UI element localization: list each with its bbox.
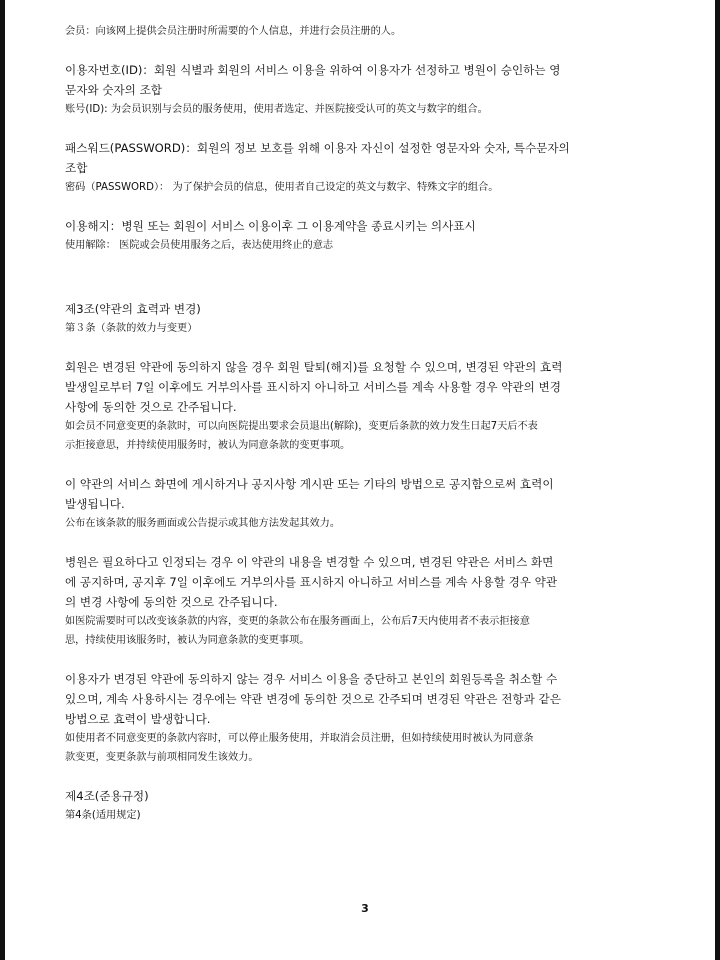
definition-text-kr: 패스워드(PASSWORD)：회원의 정보 보호를 위해 이용자 자신이 설정한 영문자와 숫자, 특수문자의 xyxy=(65,141,570,155)
article-heading-kr: 제3조(약관의 효력과 변경) xyxy=(65,302,201,316)
paragraph-text-kr: 사항에 동의한 것으로 간주됩니다. xyxy=(65,400,237,414)
paragraph-text-zh: 如会员不同意变更的条款时，可以向医院提出要求会员退出(解除)，变更后条款的效力发生日起7天后不表 xyxy=(65,421,538,432)
paragraph-text-kr: 이용자가 변경된 약관에 동의하지 않는 경우 서비스 이용을 중단하고 본인의 회원등록을 취소할 수 xyxy=(65,672,558,686)
paragraph-text-zh: 示拒接意思，并持续使用服务时，被认为同意条款的变更事项。 xyxy=(65,440,351,451)
article-heading-zh: 第３条（条款的效力与变更） xyxy=(65,323,198,334)
paragraph-text-kr: 발생됩니다. xyxy=(65,497,125,511)
paragraph-text-zh: 思，持续使用该服务时，被认为同意条款的变更事项。 xyxy=(65,635,310,646)
paragraph-text-kr: 병원은 필요하다고 인정되는 경우 이 약관의 내용을 변경할 수 있으며, 변경된 약관은 서비스 화면 xyxy=(65,555,554,569)
article-4-heading xyxy=(65,786,663,825)
definition-text-zh: 会员：向该网上提供会员注册时所需要的个人信息，并进行会员注册的人。 xyxy=(65,26,402,37)
paragraph-text-kr: 의 변경 사항에 동의한 것으로 간주됩니다. xyxy=(65,595,278,609)
article-3-heading xyxy=(65,299,663,338)
paragraph-text-kr: 발생일로부터 7일 이후에도 거부의사를 표시하지 아니하고 서비스를 계속 사용할 경우 약관의 변경 xyxy=(65,380,561,394)
definition-password xyxy=(65,138,663,197)
article-heading-zh: 第4条(适用规定) xyxy=(65,810,141,821)
definition-text-kr: 이용자번호(ID)：회원 식별과 회원의 서비스 이용을 위하여 이용자가 선정하고 병원이 승인하는 영 xyxy=(65,63,561,77)
document-body xyxy=(65,22,663,825)
paragraph-text-zh: 款变更，变更条款与前项相同发生该效力。 xyxy=(65,752,259,763)
paragraph-text-kr: 방법으로 효력이 발생합니다. xyxy=(65,712,211,726)
definition-text-kr: 문자와 숫자의 조합 xyxy=(65,83,162,97)
page-number: 3 xyxy=(361,902,369,915)
paragraph-text-zh: 如使用者不同意变更的条款内容时，可以停止服务使用，并取消会员注册，但如持续使用时被认为同意条 xyxy=(65,733,534,744)
article-3-paragraph xyxy=(65,669,663,767)
paragraph-text-kr: 에 공지하며, 공지후 7일 이후에도 거부의사를 표시하지 아니하고 서비스를 계속 사용할 경우 약관 xyxy=(65,575,558,589)
definition-text-kr: 조합 xyxy=(65,161,88,175)
paragraph-text-kr: 이 약관의 서비스 화면에 게시하거나 공지사항 게시판 또는 기타의 방법으로 공지함으로써 효력이 xyxy=(65,477,554,491)
definition-text-zh: 密码（PASSWORD）： 为了保护会员的信息，使用者自己设定的英文与数字、特殊文字的组合。 xyxy=(65,182,499,193)
article-3-paragraph xyxy=(65,357,663,455)
definition-member xyxy=(65,22,663,41)
paragraph-text-kr: 회원은 변경된 약관에 동의하지 않을 경우 회원 탈퇴(해지)를 요청할 수 있으며, 변경된 약관의 효력 xyxy=(65,360,563,374)
article-heading-kr: 제4조(준용규정) xyxy=(65,789,149,803)
paragraph-text-zh: 公布在该条款的服务画面或公告提示或其他方法发起其效力。 xyxy=(65,518,341,529)
definition-text-zh: 账号(ID): 为会员识别与会员的服务使用，使用者选定、并医院接受认可的英文与数字的组合。 xyxy=(65,104,488,115)
paragraph-text-kr: 있으며, 계속 사용하시는 경우에는 약관 변경에 동의한 것으로 간주되며 변경된 약관은 전항과 같은 xyxy=(65,692,561,706)
definition-termination xyxy=(65,216,663,255)
article-3-paragraph xyxy=(65,474,663,533)
definition-user-id xyxy=(65,60,663,119)
definition-text-zh: 使用解除： 医院或会员使用服务之后，表达使用终止的意志 xyxy=(65,240,334,251)
paragraph-text-zh: 如医院需要时可以改变该条款的内容，变更的条款公布在服务画面上，公布后7天内使用者不表示拒接意 xyxy=(65,616,530,627)
article-3-paragraph xyxy=(65,552,663,650)
definition-text-kr: 이용해지：병원 또는 회원이 서비스 이용이후 그 이용계약을 종료시키는 의사표시 xyxy=(65,219,476,233)
